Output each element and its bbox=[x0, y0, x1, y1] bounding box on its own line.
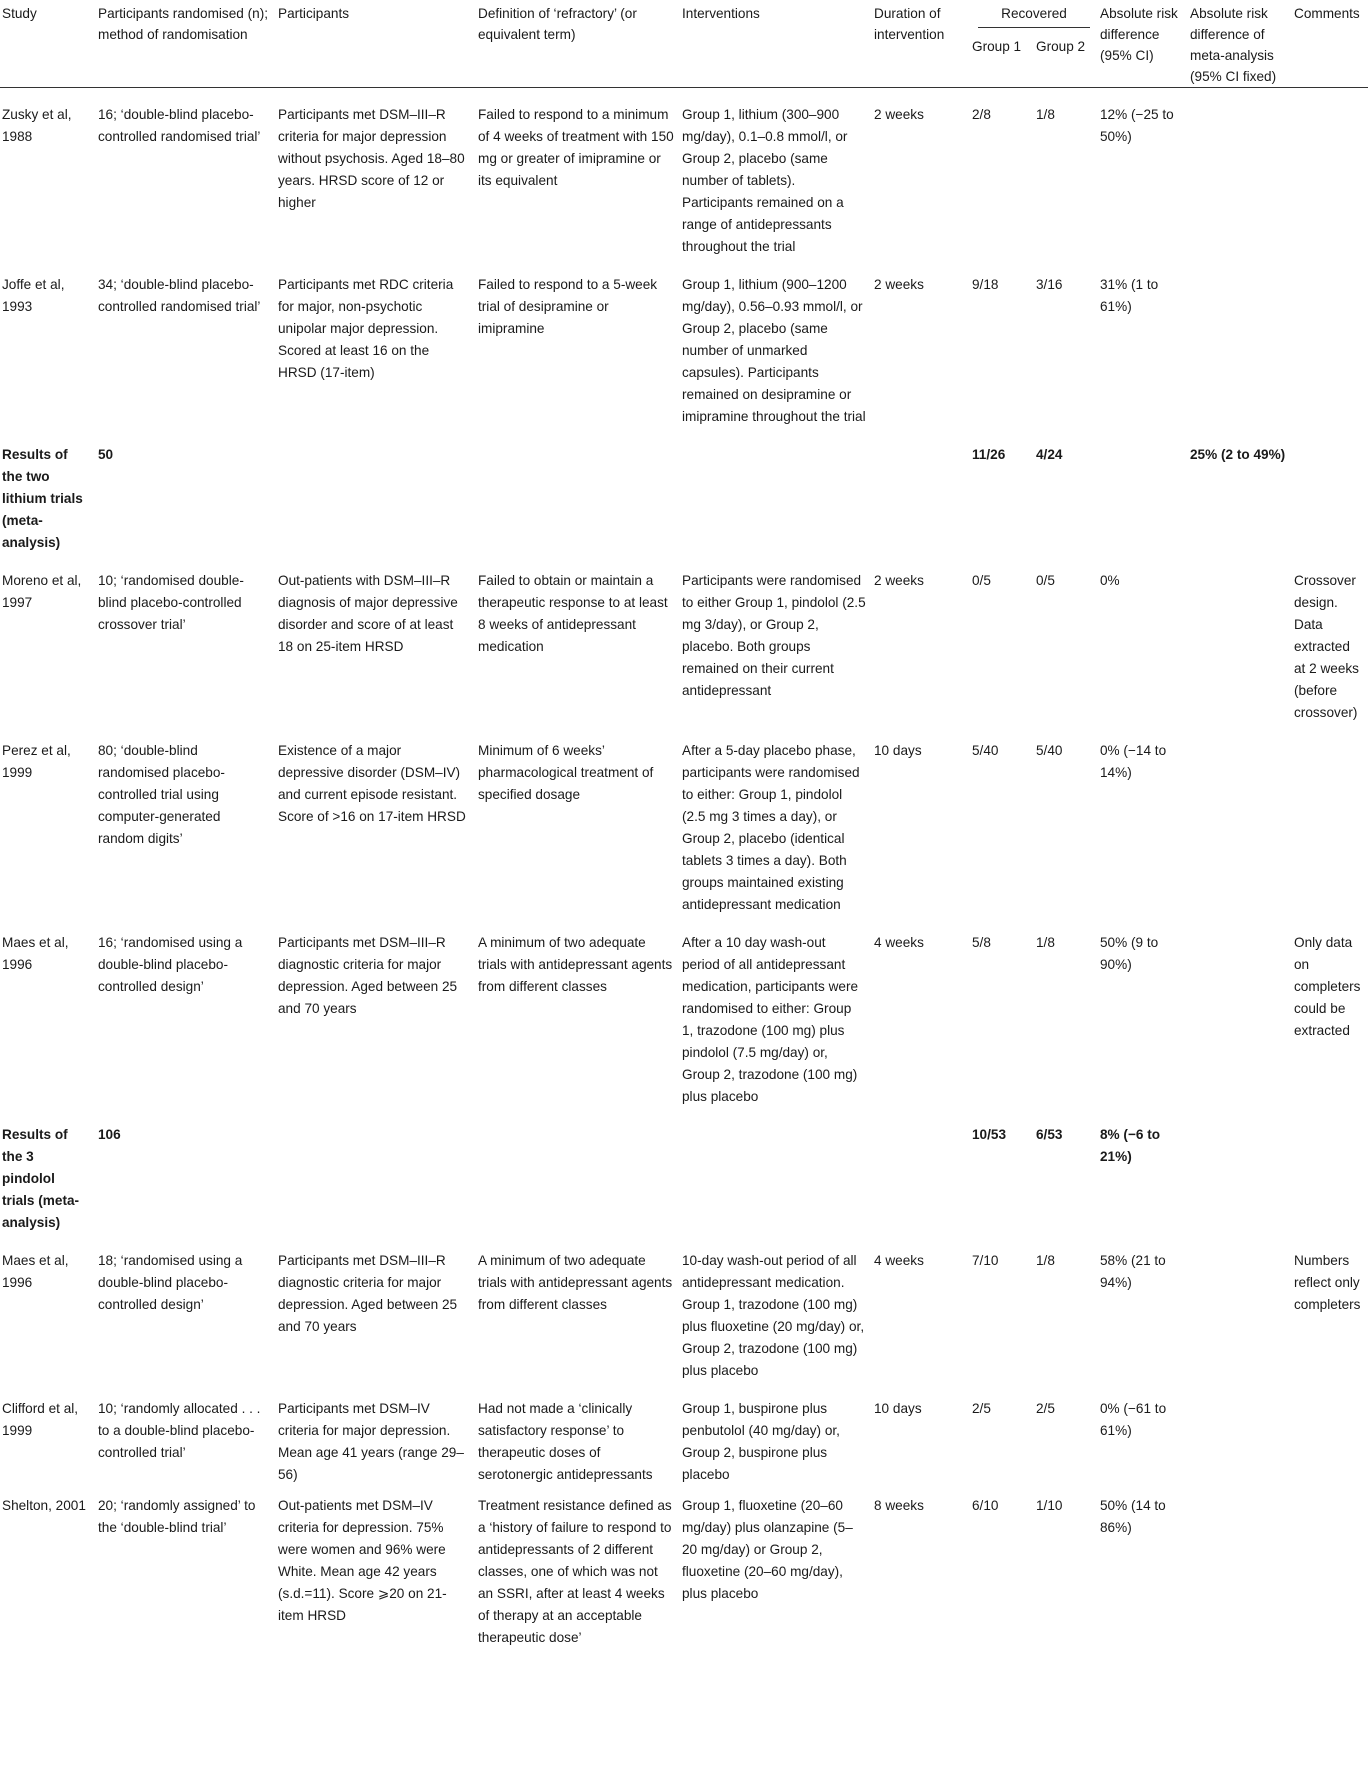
cell-comments bbox=[1290, 1486, 1368, 1649]
cell-definition: Failed to obtain or maintain a therapeutic response to at least 8 weeks of antidepressant medication bbox=[478, 573, 668, 654]
cell-interventions: After a 5-day placebo phase, participants were randomised to either: Group 1, pindolol (2.5 mg 3 times a day), or Group 2, placebo (identical tablets 3 times a day). Both groups maintained existing antidepressant medication bbox=[682, 743, 860, 912]
cell-duration: 2 weeks bbox=[874, 277, 924, 292]
cell-randomised: 80; ‘double-blind randomised placebo-controlled trial using computer-generated random digits’ bbox=[98, 743, 225, 846]
cell-study: Results of the two lithium trials (meta-analysis) bbox=[2, 447, 83, 550]
cell-definition bbox=[474, 428, 678, 554]
cell-group1: 2/8 bbox=[972, 107, 991, 122]
cell-group1: 10/53 bbox=[972, 1127, 1007, 1142]
cell-definition: Minimum of 6 weeks’ pharmacological treatment of specified dosage bbox=[478, 743, 654, 802]
cell-randomised: 50 bbox=[98, 447, 114, 462]
cell-study: Shelton, 2001 bbox=[2, 1498, 86, 1513]
cell-ard: 0% bbox=[1100, 573, 1120, 588]
cell-ard: 58% (21 to 94%) bbox=[1100, 1253, 1166, 1290]
cell-definition: Treatment resistance defined as a ‘history of failure to respond to antidepressants of 2 different classes, one of which was not an SSRI, after at least 4 weeks of therapy at an acceptable therapeutic dose’ bbox=[478, 1498, 672, 1645]
cell-study: Joffe et al, 1993 bbox=[2, 277, 65, 314]
cell-ard: 50% (9 to 90%) bbox=[1100, 935, 1159, 972]
table-row bbox=[0, 554, 1368, 724]
cell-group2: 5/40 bbox=[1036, 743, 1063, 758]
cell-group1: 6/10 bbox=[972, 1498, 999, 1513]
cell-group2: 0/5 bbox=[1036, 573, 1055, 588]
cell-definition: A minimum of two adequate trials with antidepressant agents from different classes bbox=[478, 935, 673, 994]
cell-duration: 2 weeks bbox=[874, 107, 924, 122]
cell-ard-meta: 25% (2 to 49%) bbox=[1190, 447, 1286, 462]
cell-duration: 10 days bbox=[874, 1401, 922, 1416]
header-recovered: Recovered bbox=[968, 0, 1096, 32]
cell-comments bbox=[1290, 1108, 1368, 1234]
cell-comments: Only data on completers could be extracted bbox=[1294, 935, 1361, 1038]
cell-study: Results of the 3 pindolol trials (meta-analysis) bbox=[2, 1127, 80, 1230]
cell-comments: Numbers reflect only completers bbox=[1294, 1253, 1361, 1312]
cell-participants: Participants met DSM–IV criteria for major depression. Mean age 41 years (range 29–56) bbox=[278, 1401, 464, 1482]
cell-ard-meta bbox=[1186, 1486, 1290, 1649]
cell-participants: Existence of a major depressive disorder (DSM–IV) and current episode resistant. Score of >16 on 17-item HRSD bbox=[278, 743, 466, 824]
table-row bbox=[0, 88, 1368, 259]
cell-interventions: After a 10 day wash-out period of all antidepressant medication, participants were randomised to either: Group 1, trazodone (100 mg) plus pindolol (7.5 mg/day) or, Group 2, trazodone (100 mg) plus placebo bbox=[682, 935, 859, 1104]
cell-study: Maes et al, 1996 bbox=[2, 1253, 69, 1290]
table-body bbox=[0, 88, 1368, 1650]
cell-group1: 2/5 bbox=[972, 1401, 991, 1416]
cell-study: Zusky et al, 1988 bbox=[2, 107, 72, 144]
cell-interventions: Participants were randomised to either Group 1, pindolol (2.5 mg 3/day), or Group 2, placebo. Both groups remained on their current antidepressant bbox=[682, 573, 866, 698]
cell-group1: 5/40 bbox=[972, 743, 999, 758]
table-row bbox=[0, 258, 1368, 428]
cell-randomised: 20; ‘randomly assigned’ to the ‘double-blind trial’ bbox=[98, 1498, 256, 1535]
cell-comments bbox=[1290, 724, 1368, 916]
cell-group2: 3/16 bbox=[1036, 277, 1063, 292]
cell-definition: Failed to respond to a 5-week trial of desipramine or imipramine bbox=[478, 277, 658, 336]
header-study: Study bbox=[2, 6, 37, 21]
cell-ard-meta bbox=[1186, 1108, 1290, 1234]
cell-comments bbox=[1290, 88, 1368, 259]
cell-duration bbox=[870, 428, 968, 554]
cell-randomised: 34; ‘double-blind placebo-controlled randomised trial’ bbox=[98, 277, 261, 314]
cell-ard-meta bbox=[1186, 258, 1290, 428]
cell-study: Moreno et al, 1997 bbox=[2, 573, 82, 610]
cell-ard: 0% (−61 to 61%) bbox=[1100, 1401, 1167, 1438]
cell-definition: A minimum of two adequate trials with antidepressant agents from different classes bbox=[478, 1253, 673, 1312]
header-comments: Comments bbox=[1294, 6, 1360, 21]
cell-group2: 1/8 bbox=[1036, 1253, 1055, 1268]
cell-randomised: 10; ‘randomised double-blind placebo-controlled crossover trial’ bbox=[98, 573, 244, 632]
table-row bbox=[0, 916, 1368, 1108]
header-participants: Participants bbox=[278, 6, 350, 21]
cell-comments bbox=[1290, 258, 1368, 428]
cell-interventions: 10-day wash-out period of all antidepressant medication. Group 1, trazodone (100 mg) plus fluoxetine (20 mg/day) or, Group 2, trazodone (100 mg) plus placebo bbox=[682, 1253, 865, 1378]
cell-group1: 11/26 bbox=[972, 447, 1006, 462]
cell-participants: Participants met DSM–III–R diagnostic criteria for major depression. Aged between 25 and 70 years bbox=[278, 935, 458, 1016]
cell-interventions: Group 1, fluoxetine (20–60 mg/day) plus olanzapine (5–20 mg/day) or Group 2, fluoxetine (20–60 mg/day), plus placebo bbox=[682, 1498, 853, 1601]
cell-interventions bbox=[678, 1108, 870, 1234]
header-definition: Definition of ‘refractory’ (or equivalent term) bbox=[478, 6, 637, 42]
cell-group2: 1/8 bbox=[1036, 935, 1055, 950]
cell-group2: 6/53 bbox=[1036, 1127, 1063, 1142]
cell-interventions: Group 1, lithium (900–1200 mg/day), 0.56–0.93 mmol/l, or Group 2, placebo (same number of unmarked capsules). Participants remained on desipramine or imipramine throughout the trial bbox=[682, 277, 866, 424]
cell-group1: 7/10 bbox=[972, 1253, 999, 1268]
table-row bbox=[0, 1486, 1368, 1649]
cell-ard: 12% (−25 to 50%) bbox=[1100, 107, 1174, 144]
cell-ard: 31% (1 to 61%) bbox=[1100, 277, 1159, 314]
header-ard-meta: Absolute risk difference of meta-analysis (95% CI fixed) bbox=[1190, 6, 1277, 84]
table-row bbox=[0, 724, 1368, 916]
cell-group2: 1/8 bbox=[1036, 107, 1055, 122]
cell-duration: 4 weeks bbox=[874, 1253, 924, 1268]
cell-participants bbox=[274, 1108, 474, 1234]
header-group2: Group 2 bbox=[1036, 38, 1086, 54]
cell-ard-meta bbox=[1186, 916, 1290, 1108]
cell-ard-meta bbox=[1186, 88, 1290, 259]
header-interventions: Interventions bbox=[682, 6, 760, 21]
table-row bbox=[0, 1234, 1368, 1382]
cell-participants: Participants met RDC criteria for major, non-psychotic unipolar major depression. Scored at least 16 on the HRSD (17-item) bbox=[278, 277, 454, 380]
cell-definition bbox=[474, 1108, 678, 1234]
header-group1: Group 1 bbox=[972, 38, 1022, 54]
cell-ard: 8% (−6 to 21%) bbox=[1100, 1127, 1161, 1164]
cell-randomised: 16; ‘randomised using a double-blind placebo-controlled design’ bbox=[98, 935, 243, 994]
cell-ard bbox=[1096, 428, 1186, 554]
cell-randomised: 16; ‘double-blind placebo-controlled randomised trial’ bbox=[98, 107, 261, 144]
cell-interventions bbox=[678, 428, 870, 554]
cell-comments: Crossover design. Data extracted at 2 weeks (before crossover) bbox=[1294, 573, 1359, 720]
cell-randomised: 10; ‘randomly allocated . . . to a double-blind placebo-controlled trial’ bbox=[98, 1401, 261, 1460]
cell-participants: Participants met DSM–III–R diagnostic criteria for major depression. Aged between 25 and 70 years bbox=[278, 1253, 458, 1334]
cell-randomised: 106 bbox=[98, 1127, 121, 1142]
cell-duration: 2 weeks bbox=[874, 573, 924, 588]
cell-definition: Had not made a ‘clinically satisfactory response’ to therapeutic doses of serotonergic antidepressants bbox=[478, 1401, 653, 1482]
cell-comments bbox=[1290, 428, 1368, 554]
cell-group2: 4/24 bbox=[1036, 447, 1063, 462]
cell-interventions: Group 1, buspirone plus penbutolol (40 mg/day) or, Group 2, buspirone plus placebo bbox=[682, 1401, 840, 1482]
table-row bbox=[0, 1382, 1368, 1486]
cell-duration: 8 weeks bbox=[874, 1498, 924, 1513]
cell-ard: 0% (−14 to 14%) bbox=[1100, 743, 1167, 780]
cell-ard-meta bbox=[1186, 724, 1290, 916]
cell-duration bbox=[870, 1108, 968, 1234]
cell-participants bbox=[274, 428, 474, 554]
cell-definition: Failed to respond to a minimum of 4 weeks of treatment with 150 mg or greater of imipramine or its equivalent bbox=[478, 107, 674, 188]
cell-duration: 4 weeks bbox=[874, 935, 924, 950]
header-ard: Absolute risk difference (95% CI) bbox=[1100, 6, 1178, 63]
cell-group1: 0/5 bbox=[972, 573, 991, 588]
cell-participants: Out-patients with DSM–III–R diagnosis of major depressive disorder and score of at least 18 on 25-item HRSD bbox=[278, 573, 458, 654]
cell-duration: 10 days bbox=[874, 743, 922, 758]
cell-study: Perez et al, 1999 bbox=[2, 743, 71, 780]
cell-randomised: 18; ‘randomised using a double-blind placebo-controlled design’ bbox=[98, 1253, 243, 1312]
cell-participants: Participants met DSM–III–R criteria for major depression without psychosis. Aged 18–80 years. HRSD score of 12 or higher bbox=[278, 107, 465, 210]
cell-ard: 50% (14 to 86%) bbox=[1100, 1498, 1166, 1535]
cell-ard-meta bbox=[1186, 1234, 1290, 1382]
cell-ard-meta bbox=[1186, 554, 1290, 724]
cell-group2: 1/10 bbox=[1036, 1498, 1063, 1513]
cell-interventions: Group 1, lithium (300–900 mg/day), 0.1–0.8 mmol/l, or Group 2, placebo (same number of tablets). Participants remained on a range of antidepressants throughout the trial bbox=[682, 107, 848, 254]
cell-study: Clifford et al, 1999 bbox=[2, 1401, 79, 1438]
header-randomised: Participants randomised (n); method of randomisation bbox=[98, 6, 268, 42]
cell-group2: 2/5 bbox=[1036, 1401, 1055, 1416]
cell-ard-meta bbox=[1186, 1382, 1290, 1486]
table-row bbox=[0, 1108, 1368, 1234]
cell-study: Maes et al, 1996 bbox=[2, 935, 69, 972]
cell-group1: 9/18 bbox=[972, 277, 999, 292]
cell-comments bbox=[1290, 1382, 1368, 1486]
table-row bbox=[0, 428, 1368, 554]
cell-group1: 5/8 bbox=[972, 935, 991, 950]
cell-participants: Out-patients met DSM–IV criteria for depression. 75% were women and 96% were White. Mean age 42 years (s.d.=11). Score ⩾20 on 21-item HRSD bbox=[278, 1498, 447, 1623]
header-duration: Duration of intervention bbox=[874, 6, 945, 42]
